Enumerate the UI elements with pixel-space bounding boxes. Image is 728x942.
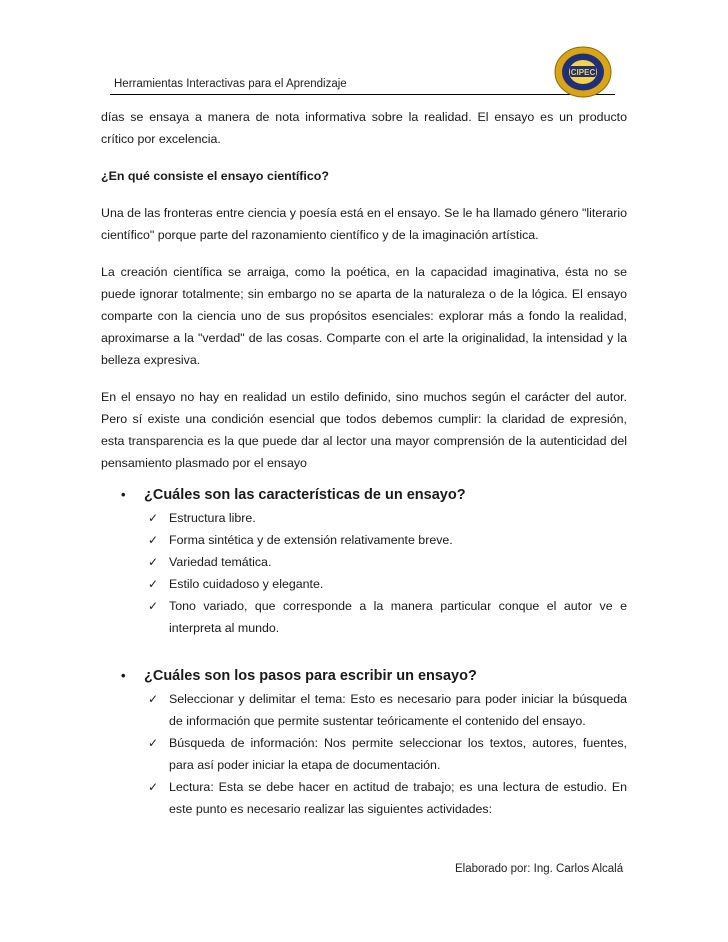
steps-list xyxy=(101,688,627,820)
logo-text: CIPEC xyxy=(570,68,596,77)
list-item: ✓ Estructura libre. xyxy=(101,507,627,529)
check-icon: ✓ xyxy=(148,599,159,613)
header-title: Herramientas Interactivas para el Aprendizaje xyxy=(114,78,347,90)
list-item: ✓ Estilo cuidadoso y elegante. xyxy=(101,573,627,595)
footer-credit: Elaborado por: Ing. Carlos Alcalá xyxy=(455,863,624,875)
question-characteristics xyxy=(101,483,627,507)
list-item: ✓ Tono variado, que corresponde a la manera particular conque el autor ve e interpreta al mundo. xyxy=(101,595,627,639)
list-item: ✓ Seleccionar y delimitar el tema: Esto es necesario para poder iniciar la búsqueda de información que permite sustentar teóricamente el contenido del ensayo. xyxy=(101,688,627,732)
question-steps xyxy=(101,664,627,688)
question-label: ¿Cuáles son los pasos para escribir un ensayo? xyxy=(144,668,477,684)
question-label: ¿Cuáles son las características de un ensayo? xyxy=(144,487,466,503)
cipec-logo xyxy=(553,46,613,98)
page-header xyxy=(110,76,615,95)
document-body xyxy=(101,106,627,820)
bullet-icon: • xyxy=(121,668,126,683)
paragraph-frontiers: Una de las fronteras entre ciencia y poesía está en el ensayo. Se le ha llamado género "literario científico" porque parte del razonamiento científico y de la imaginación artística. xyxy=(101,206,627,242)
check-icon: ✓ xyxy=(148,780,159,794)
page-footer xyxy=(455,863,623,875)
check-icon: ✓ xyxy=(148,692,159,706)
paragraph-creation: La creación científica se arraiga, como la poética, en la capacidad imaginativa, ésta no se puede ignorar totalmente; sin embargo no se aparta de la naturaleza o de la lógica. El ensayo comparte con la ciencia uno de sus propósitos esenciales: explorar más a fondo la realidad, aproximarse a la "verdad" de las cosas. Comparte con el arte la originalidad, la intensidad y la belleza expresiva. xyxy=(101,265,627,367)
check-icon: ✓ xyxy=(148,533,159,547)
list-item: ✓ Variedad temática. xyxy=(101,551,627,573)
check-icon: ✓ xyxy=(148,555,159,569)
paragraph-intro: días se ensaya a manera de nota informativa sobre la realidad. El ensayo es un producto crítico por excelencia. xyxy=(101,110,627,146)
characteristics-list xyxy=(101,507,627,639)
check-icon: ✓ xyxy=(148,736,159,750)
paragraph-style: En el ensayo no hay en realidad un estilo definido, sino muchos según el carácter del autor. Pero sí existe una condición esencial que todos debemos cumplir: la claridad de expresión, esta transparencia es la que puede dar al lector una mayor comprensión de la autenticidad del pensamiento plasmado por el ensayo xyxy=(101,390,627,470)
section-heading: ¿En qué consiste el ensayo científico? xyxy=(101,169,329,183)
list-item: ✓ Lectura: Esta se debe hacer en actitud de trabajo; es una lectura de estudio. En este punto es necesario realizar las siguientes actividades: xyxy=(101,776,627,820)
check-icon: ✓ xyxy=(148,511,159,525)
list-item: ✓ Búsqueda de información: Nos permite seleccionar los textos, autores, fuentes, para así poder iniciar la etapa de documentación. xyxy=(101,732,627,776)
bullet-icon: • xyxy=(121,487,126,502)
list-item: ✓ Forma sintética y de extensión relativamente breve. xyxy=(101,529,627,551)
check-icon: ✓ xyxy=(148,577,159,591)
